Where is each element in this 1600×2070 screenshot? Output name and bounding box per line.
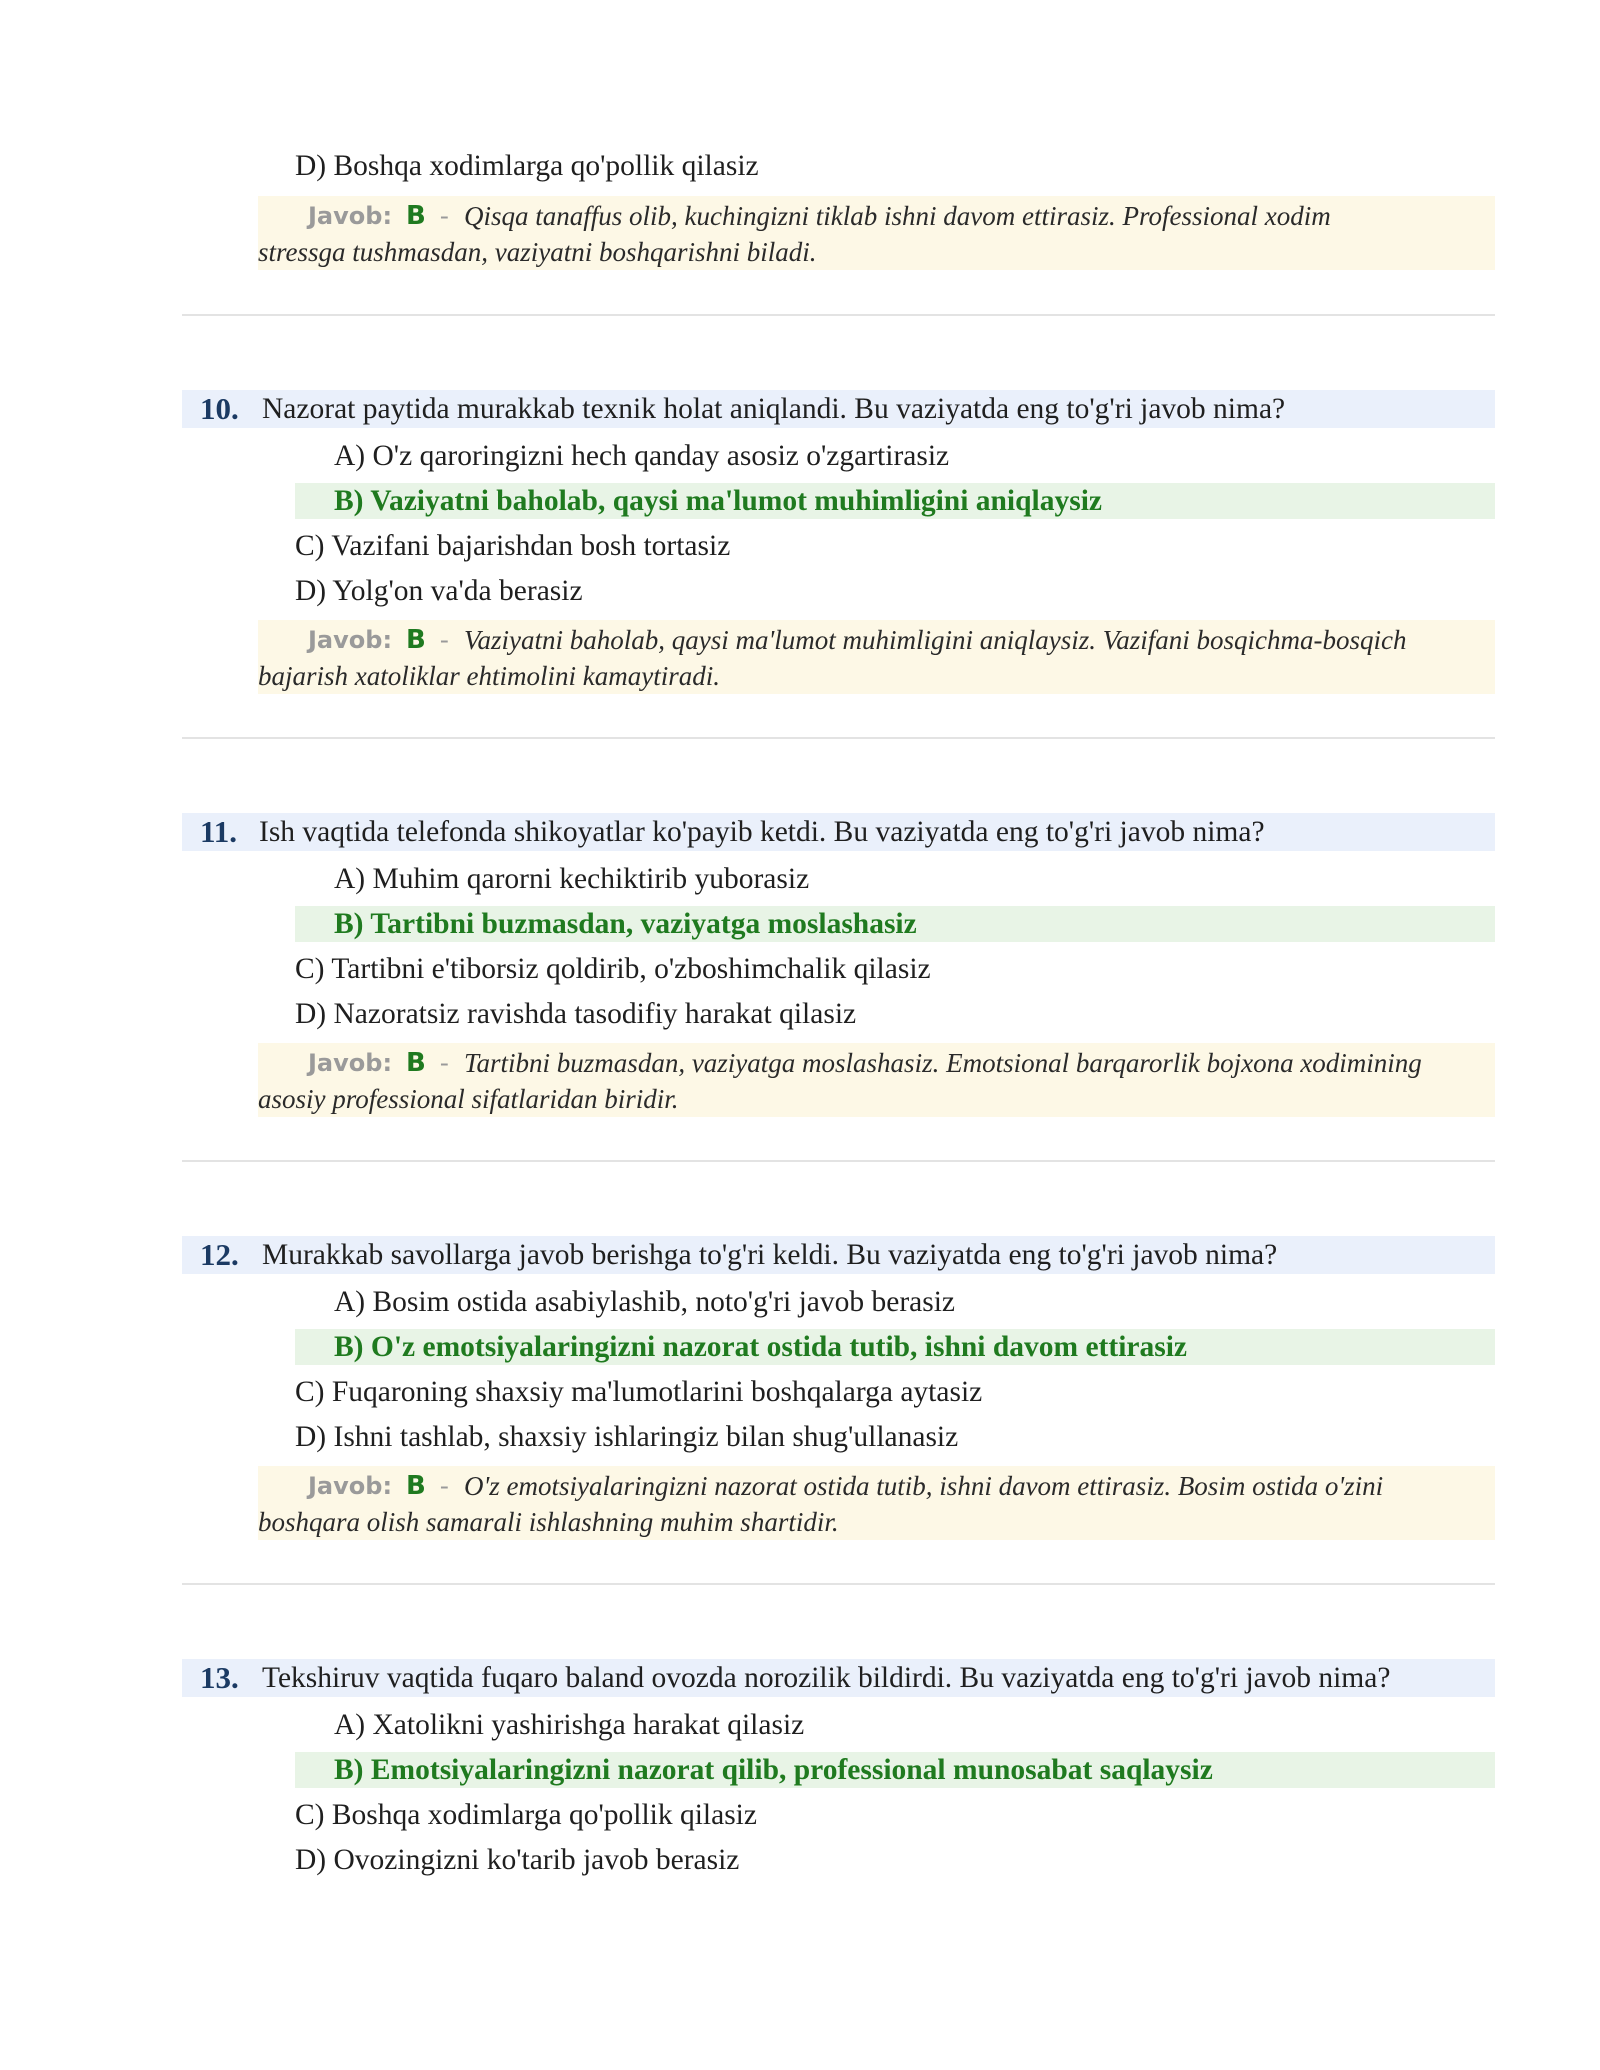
- question-number: 13.: [200, 1660, 239, 1695]
- answer-box: [258, 620, 1495, 694]
- question-row: [182, 813, 1495, 851]
- option-d: D) Ovozingizni ko'tarib javob berasiz: [295, 1844, 740, 1876]
- answer-letter: B: [406, 1471, 426, 1501]
- answer-explanation-line1: O'z emotsiyalaringizni nazorat ostida tutib, ishni davom ettirasiz. Bosim ostida o'zini: [464, 1471, 1384, 1501]
- option-c: C) Fuqaroning shaxsiy ma'lumotlarini boshqalarga aytasiz: [295, 1376, 983, 1408]
- answer-explanation-line2: boshqara olish samarali ishlashning muhim shartidir.: [258, 1507, 839, 1537]
- answer-box: [258, 1466, 1495, 1540]
- divider: [182, 1583, 1495, 1585]
- question-row: [182, 390, 1495, 428]
- option-b-text: B) Vaziyatni baholab, qaysi ma'lumot muhimligini aniqlaysiz: [334, 485, 1102, 517]
- option-a: A) Muhim qarorni kechiktirib yuborasiz: [334, 863, 810, 895]
- answer-label: Javob:: [308, 626, 393, 654]
- option-d: D) Ishni tashlab, shaxsiy ishlaringiz bilan shug'ullanasiz: [295, 1421, 959, 1453]
- divider: [182, 1160, 1495, 1162]
- answer-explanation-line1: Tartibni buzmasdan, vaziyatga moslashasiz. Emotsional barqarorlik bojxona xodimining: [464, 1048, 1422, 1078]
- answer-dash: -: [440, 1471, 449, 1500]
- question-text: Ish vaqtida telefonda shikoyatlar ko'payib ketdi. Bu vaziyatda eng to'g'ri javob nima?: [259, 816, 1265, 848]
- option-b-text: B) Emotsiyalaringizni nazorat qilib, professional munosabat saqlaysiz: [334, 1754, 1213, 1786]
- option-d: D) Boshqa xodimlarga qo'pollik qilasiz: [295, 150, 759, 182]
- option-d: D) Nazoratsiz ravishda tasodifiy harakat qilasiz: [295, 998, 857, 1030]
- option-b-correct: [295, 906, 1495, 942]
- question-text: Tekshiruv vaqtida fuqaro baland ovozda norozilik bildirdi. Bu vaziyatda eng to'g'ri javob nima?: [262, 1662, 1391, 1694]
- divider: [182, 737, 1495, 739]
- answer-dash: -: [440, 201, 449, 230]
- answer-explanation-line2: bajarish xatoliklar ehtimolini kamaytiradi.: [258, 661, 720, 691]
- question-text: Nazorat paytida murakkab texnik holat aniqlandi. Bu vaziyatda eng to'g'ri javob nima?: [262, 393, 1286, 425]
- answer-label: Javob:: [308, 1049, 393, 1077]
- option-b-text: B) O'z emotsiyalaringizni nazorat ostida tutib, ishni davom ettirasiz: [334, 1331, 1188, 1363]
- answer-dash: -: [440, 1048, 449, 1077]
- question-row: [182, 1659, 1495, 1697]
- question-number: 12.: [200, 1237, 239, 1272]
- answer-label: Javob:: [308, 202, 393, 230]
- answer-explanation-line2: stressga tushmasdan, vaziyatni boshqarishni biladi.: [258, 237, 817, 267]
- option-a: A) Bosim ostida asabiylashib, noto'g'ri javob berasiz: [334, 1286, 956, 1318]
- option-c: C) Vazifani bajarishdan bosh tortasiz: [295, 530, 731, 562]
- answer-box: [258, 1043, 1495, 1117]
- option-b-correct: [295, 1752, 1495, 1788]
- option-c: C) Tartibni e'tiborsiz qoldirib, o'zboshimchalik qilasiz: [295, 953, 931, 985]
- answer-box: [258, 196, 1495, 270]
- answer-label: Javob:: [308, 1472, 393, 1500]
- option-a: A) O'z qaroringizni hech qanday asosiz o'zgartirasiz: [334, 440, 950, 472]
- answer-letter: B: [406, 1048, 426, 1078]
- option-c: C) Boshqa xodimlarga qo'pollik qilasiz: [295, 1799, 757, 1831]
- divider: [182, 314, 1495, 316]
- question-number: 10.: [200, 391, 239, 426]
- answer-explanation-line2: asosiy professional sifatlaridan biridir.: [258, 1084, 679, 1114]
- answer-letter: B: [406, 625, 426, 655]
- answer-explanation-line1: Vaziyatni baholab, qaysi ma'lumot muhimligini aniqlaysiz. Vazifani bosqichma-bosqich: [464, 625, 1407, 655]
- answer-dash: -: [440, 625, 449, 654]
- option-a: A) Xatolikni yashirishga harakat qilasiz: [334, 1709, 805, 1741]
- question-number: 11.: [200, 814, 238, 849]
- answer-explanation-line1: Qisqa tanaffus olib, kuchingizni tiklab ishni davom ettirasiz. Professional xodim: [464, 201, 1331, 231]
- question-row: [182, 1236, 1495, 1274]
- option-b-correct: [295, 483, 1495, 519]
- option-d: D) Yolg'on va'da berasiz: [295, 575, 583, 607]
- answer-letter: B: [406, 201, 426, 231]
- option-b-correct: [295, 1329, 1495, 1365]
- question-text: Murakkab savollarga javob berishga to'g'ri keldi. Bu vaziyatda eng to'g'ri javob nima?: [262, 1239, 1278, 1271]
- option-b-text: B) Tartibni buzmasdan, vaziyatga moslashasiz: [334, 908, 917, 940]
